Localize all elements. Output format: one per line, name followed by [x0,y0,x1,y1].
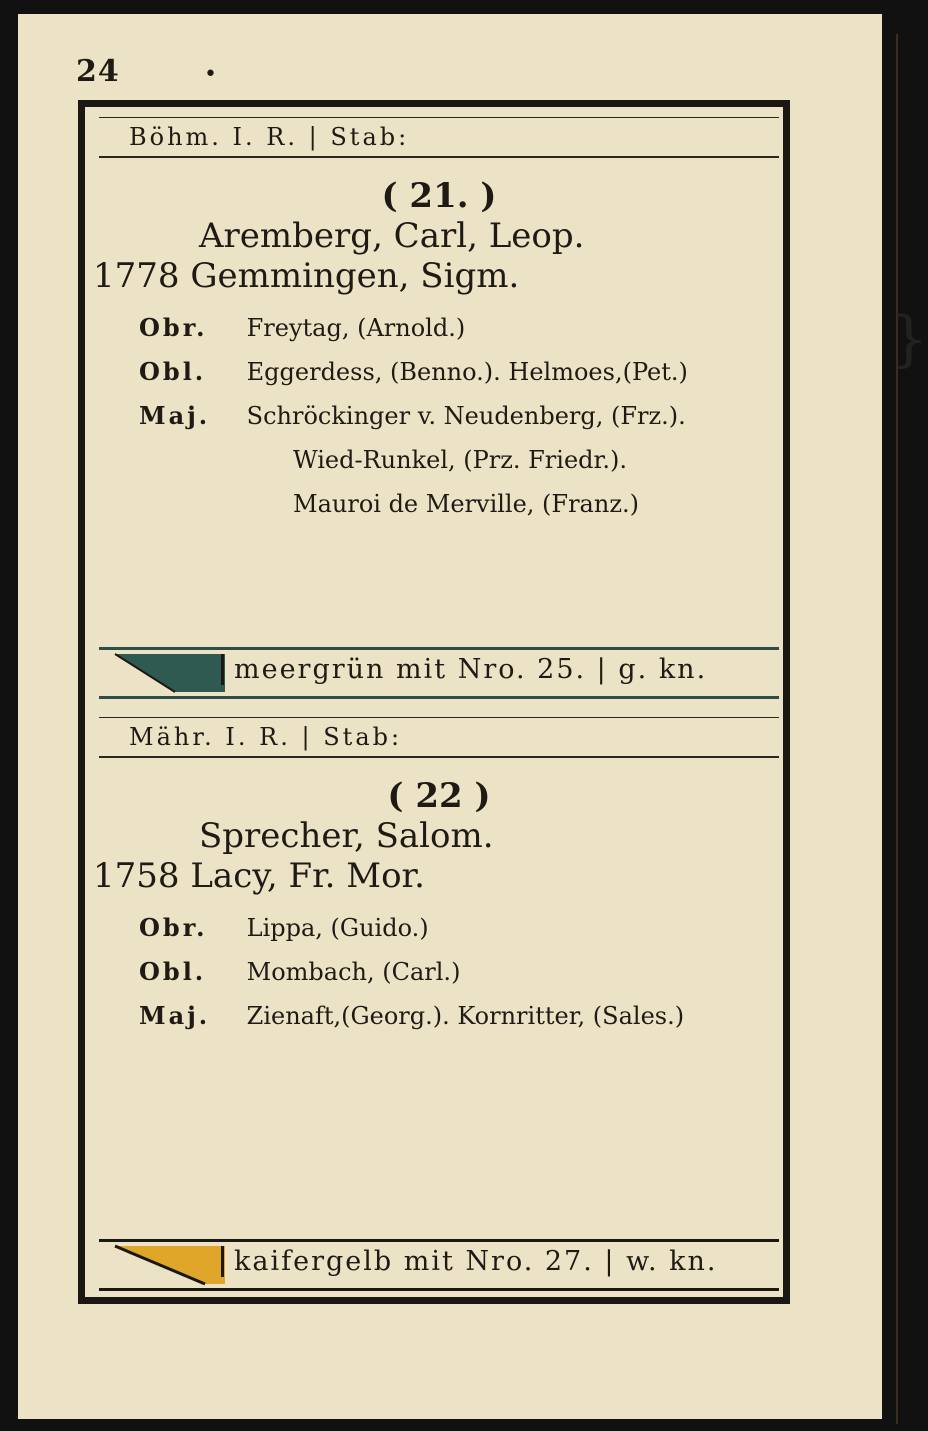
facing-color-text: meergrün mit Nro. 25. | g. kn. [221,654,707,685]
facing-color-row [99,647,779,699]
officer-names: Schröckinger v. Neudenberg, (Frz.). [246,402,686,430]
owner-name: Sprecher, Salom. [199,816,494,856]
regiment-number: ( 21. ) [381,176,497,216]
owner-name: Aremberg, Carl, Leop. [199,216,585,256]
officer-names: Mombach, (Carl.) [246,958,461,986]
officer-rank: Maj. [139,401,211,430]
second-owner-name: Gemmingen, Sigm. [190,256,520,296]
swatch-fill [115,654,225,692]
page-mark: • [204,62,217,87]
page-number: 24 [76,54,120,89]
regiment-label: Böhm. I. R. [129,123,298,151]
regiment-entry [93,717,779,1295]
officer-names: Lippa, (Guido.) [246,914,429,942]
brace-mark: } [890,304,928,374]
entry-header: Böhm. I. R. | Stab: [99,117,779,158]
officer-row [139,906,779,950]
entry-header: Mähr. I. R. | Stab: [99,717,779,758]
officer-row [139,950,779,994]
officer-continuation: Mauroi de Merville, (Franz.) [293,490,639,518]
officer-names: Eggerdess, (Benno.). Helmoes,(Pet.) [246,358,688,386]
facing-color-text: kaifergelb mit Nro. 27. | w. kn. [221,1246,718,1277]
officer-row [139,394,779,438]
owner-year: 1758 [93,856,180,896]
officer-rank: Obl. [139,957,207,986]
officer-continuation: Wied-Runkel, (Prz. Friedr.). [293,446,627,474]
staff-label: Stab: [330,123,410,151]
officer-rank: Obr. [139,313,208,342]
regiment-table [78,100,790,1304]
officer-rank: Maj. [139,1001,211,1030]
officer-row [139,350,779,394]
officer-rank: Obl. [139,357,207,386]
color-swatch [115,654,225,692]
facing-color-row [99,1239,779,1291]
second-owner-name: Lacy, Fr. Mor. [190,856,425,896]
officer-row [139,994,779,1038]
color-swatch [115,1246,225,1284]
page-fold-line [896,34,898,1424]
regiment-number: ( 22 ) [387,776,491,816]
officer-names: Freytag, (Arnold.) [246,314,466,342]
page [18,14,928,1419]
officer-row [139,306,779,350]
officer-names: Zienaft,(Georg.). Kornritter, (Sales.) [246,1002,685,1030]
regiment-label: Mähr. I. R. [129,723,291,751]
officer-rank: Obr. [139,913,208,942]
staff-label: Stab: [323,723,403,751]
owner-year: 1778 [93,256,180,296]
regiment-entry [93,117,779,707]
